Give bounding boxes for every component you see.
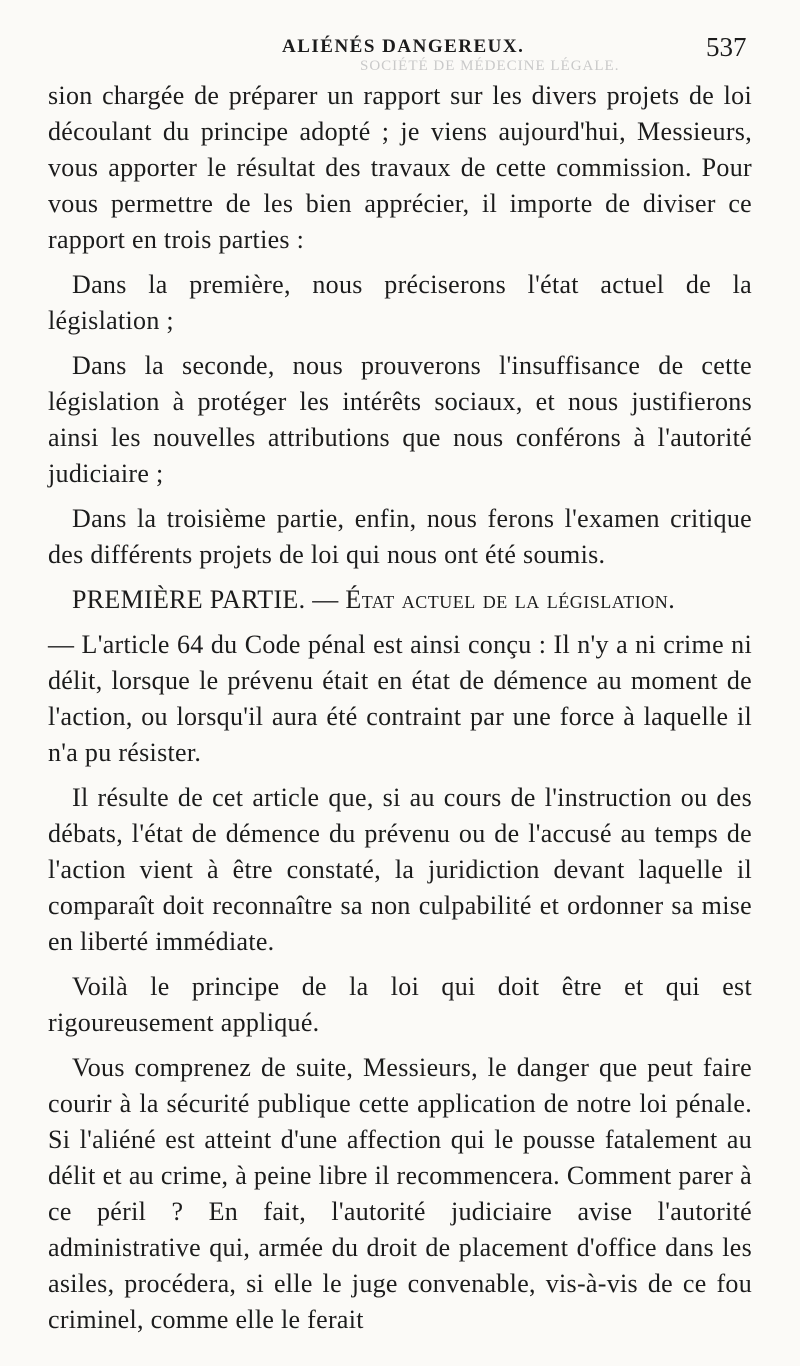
paragraph: Il résulte de cet article que, si au cours de l'instruction ou des débats, l'état de démence du prévenu ou de l'accusé au temps de l'action vient à être constaté, la juridiction devant laquelle il comparaît doit reconnaître sa non culpabilité et ordonner sa mise en liberté immédiate. [48, 783, 752, 956]
paragraph: Vous comprenez de suite, Messieurs, le danger que peut faire courir à la sécurité publique cette application de notre loi pénale. Si l'aliéné est atteint d'une affection qui le pousse fatalement au délit et au crime, à peine libre il recommencera. Comment parer à ce péril ? En fait, l'autorité judiciaire avise l'autorité administrative qui, armée du droit de placement d'office dans les asiles, procédera, si elle le juge convenable, vis-à-vis de ce fou criminel, comme elle le ferait [48, 1053, 752, 1334]
section-dash: — [305, 585, 346, 614]
page-body [48, 78, 752, 1347]
section-heading [48, 582, 752, 618]
section-subtitle: État actuel de la législation. [345, 585, 676, 614]
section-title: PREMIÈRE PARTIE. [72, 585, 306, 614]
paragraph: Voilà le principe de la loi qui doit être et qui est rigoureusement appliqué. [48, 972, 752, 1037]
page-number: 537 [706, 32, 747, 62]
paragraph: Dans la troisième partie, enfin, nous ferons l'examen critique des différents projets de loi qui nous ont été soumis. [48, 504, 752, 569]
page-header [0, 32, 800, 68]
bleed-through-text: SOCIÉTÉ DE MÉDECINE LÉGALE. [360, 58, 620, 74]
paragraph: sion chargée de préparer un rapport sur les divers projets de loi découlant du principe adopté ; je viens aujourd'hui, Messieurs, vous apporter le résultat des travaux de cette commission. Pour vous permettre de les bien apprécier, il importe de diviser ce rapport en trois parties : [48, 81, 752, 254]
paragraph: — L'article 64 du Code pénal est ainsi conçu : Il n'y a ni crime ni délit, lorsque le prévenu était en état de démence au moment de l'action, ou lorsqu'il aura été contraint par une force à laquelle il n'a pu résister. [48, 630, 752, 767]
paragraph: Dans la seconde, nous prouverons l'insuffisance de cette législation à protéger les intérêts sociaux, et nous justifierons ainsi les nouvelles attributions que nous conférons à l'autorité judiciaire ; [48, 351, 752, 488]
running-head: ALIÉNÉS DANGEREUX. [282, 36, 525, 57]
paragraph: Dans la première, nous préciserons l'état actuel de la législation ; [48, 270, 752, 335]
